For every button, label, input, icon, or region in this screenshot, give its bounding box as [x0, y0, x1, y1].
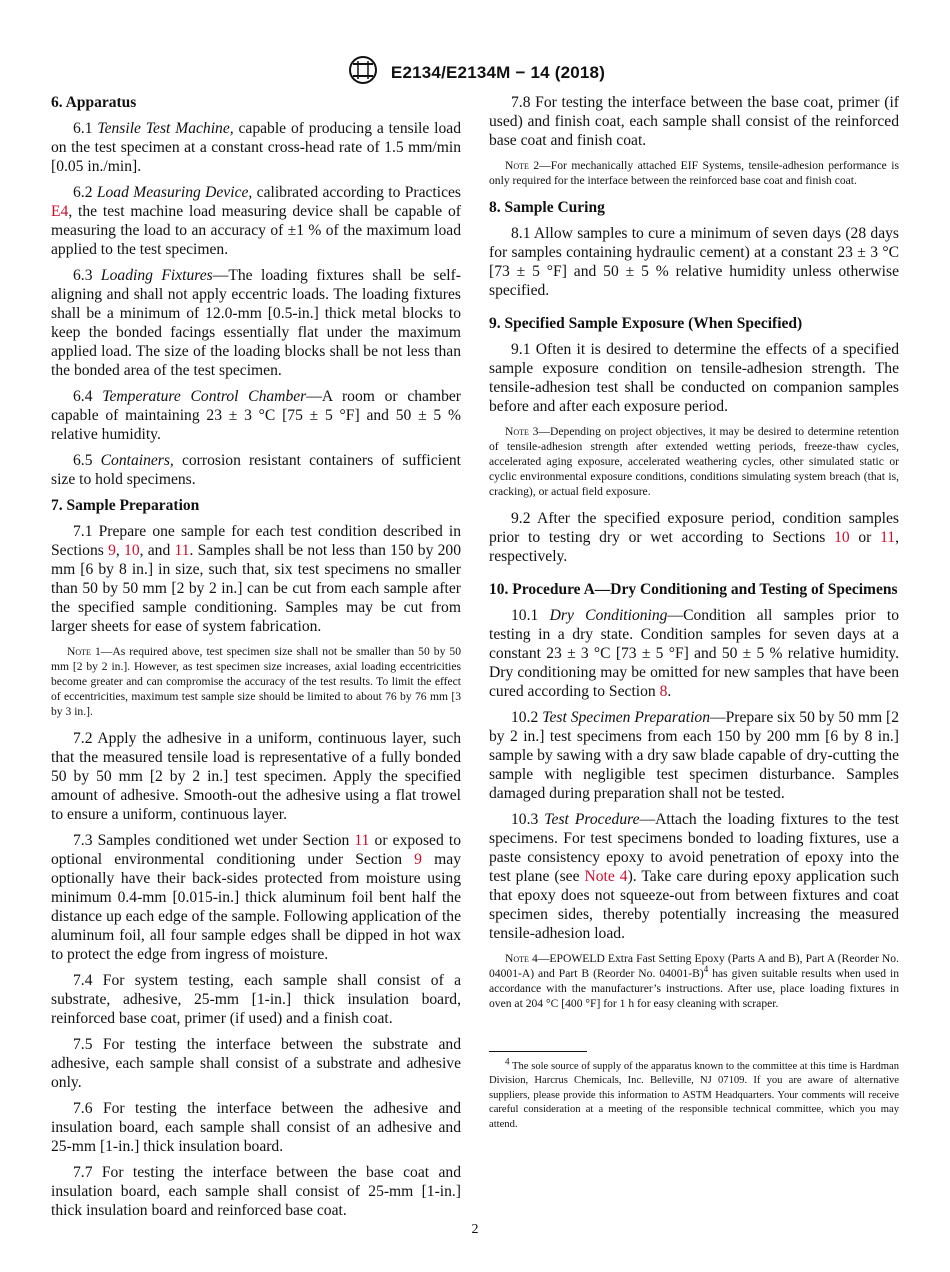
- para-7-5: 7.5 For testing the interface between the substrate and adhesive, each sample shall consist of a substrate and adhesive only.: [51, 1036, 461, 1091]
- note-3: Note 3—Depending on project objectives, it may be desired to determine retention of tensile-adhesion strength after extended wetting periods, freeze-thaw cycles, accelerated aging exposure, accelerated weathering cycles, other simulated static or cyclic environmental exposure conditions, conditions simulating system breach (that is, cracking), or actual field exposure.: [489, 425, 899, 498]
- section-6-heading: 6. Apparatus: [51, 94, 137, 111]
- ref-link-e4[interactable]: E4: [51, 203, 69, 220]
- para-7-4: 7.4 For system testing, each sample shall consist of a substrate, adhesive, 25-mm [1-in.] thick insulation board, reinforced base coat, primer (if used) and a finish coat.: [51, 972, 461, 1027]
- ref-link-section-11[interactable]: 11: [880, 529, 896, 546]
- para-7-1: 7.1 Prepare one sample for each test condition described in Sections 9, 10, and 11. Samples shall be not less than 150 by 200 mm [6 by 8 in.] in size, such that, six test specimens no smaller than 50 by 50 mm [2 by 2 in.] can be cut from each sample after the specified sample conditioning. Samples may be cut from larger sheets for ease of system fabrication.: [51, 523, 461, 635]
- para-6-4: 6.4 Temperature Control Chamber—A room or chamber capable of maintaining 23 ± 3 °C [75 ± 5 °F] and 50 ± 5 % relative humidity.: [51, 388, 462, 443]
- para-10-1: 10.1 Dry Conditioning—Condition all samples prior to testing in a dry state. Condition samples for seven days at a constant 23 ± 3 °C [73 ± 5 °F] and 50 ± 5 % relative humidity. Dry conditioning may be omitted for new samples that have been cured according to Section 8.: [489, 607, 899, 700]
- note-1: Note 1—As required above, test specimen size shall not be smaller than 50 by 50 mm [2 by 2 in.]. However, as test specimen size increases, axial loading eccentricities become greater and can compromise the accuracy of the test results. To limit the effect of eccentricities, maximum test sample size should be limited to about 76 by 76 mm [3 by 3 in.].: [51, 645, 461, 718]
- para-7-7: 7.7 For testing the interface between the base coat and insulation board, each sample shall consist of 25-mm [1-in.] thick insulation board and reinforced base coat.: [51, 1164, 461, 1219]
- section-7-heading: 7. Sample Preparation: [51, 497, 200, 514]
- footnote-divider: [489, 1051, 587, 1052]
- para-7-6: 7.6 For testing the interface between the adhesive and insulation board, each sample shall consist of an adhesive and 25-mm [1-in.] thick insulation board.: [51, 1100, 461, 1155]
- astm-logo-icon: [345, 55, 381, 90]
- para-10-3: 10.3 Test Procedure—Attach the loading fixtures to the test specimens. For test specimens bonded to loading fixtures, use a paste consistency epoxy to avoid penetration of epoxy into the test plane (see Note 4). Take care during epoxy application such that epoxy does not squeeze-out from between fixtures and coat specimen sides, thereby potentially increasing the measured tensile-adhesion load.: [489, 811, 900, 942]
- para-7-2: 7.2 Apply the adhesive in a uniform, continuous layer, such that the measured tensile load is representative of a fully bonded 50 by 50 mm [2 by 2 in.] test specimen. Apply the specified amount of adhesive. Smooth-out the adhesive using a flat trowel to ensure a uniform, continuous layer.: [51, 730, 461, 823]
- ref-link-section-10[interactable]: 10: [124, 542, 140, 559]
- para-6-1: 6.1 Tensile Test Machine, capable of producing a tensile load on the test specimen at a constant cross-head rate of 1.5 mm/min [0.05 in./min].: [51, 120, 461, 175]
- right-column: [489, 93, 899, 1132]
- standard-designation: E2134/E2134M − 14 (2018): [390, 62, 606, 82]
- para-6-2: 6.2 Load Measuring Device, calibrated according to Practices E4, the test machine load measuring device shall be capable of measuring the load to an accuracy of ±1 % of the maximum load applied to the test specimen.: [51, 184, 462, 258]
- para-10-2: 10.2 Test Specimen Preparation—Prepare six 50 by 50 mm [2 by 2 in.] test specimens from each 150 by 200 mm [6 by 8 in.] sample by sawing with a dry saw blade capable of dry-cutting the sample with negligible test specimen disturbance. Samples damaged during preparation shall not be tested.: [489, 709, 899, 802]
- note-2: Note 2—For mechanically attached EIF Systems, tensile-adhesion performance is only required for the interface between the reinforced base coat and finish coat.: [489, 159, 899, 187]
- ref-link-section-9[interactable]: 9: [414, 851, 422, 868]
- ref-link-section-10[interactable]: 10: [834, 529, 850, 546]
- ref-link-note-4[interactable]: Note 4: [584, 868, 628, 885]
- page-number: 2: [471, 1222, 479, 1237]
- note-4: Note 4—EPOWELD Extra Fast Setting Epoxy (Parts A and B), Part A (Reorder No. 04001-A) and Part B (Reorder No. 04001-B)$^4$ has given suitable results when used in accordance with the manufacturer’s instructions. After use, place loading fixtures in oven at 204 °C [400 °F] for 1 h for easy cleaning with scraper.: [489, 952, 899, 1010]
- section-8-heading: 8. Sample Curing: [489, 199, 605, 216]
- ref-link-section-9[interactable]: 9: [108, 542, 116, 559]
- para-8-1: 8.1 Allow samples to cure a minimum of seven days (28 days for samples containing hydraulic cement) at a constant 23 ± 3 °C [73 ± 5 °F] and 50 ± 5 % relative humidity unless otherwise specified.: [489, 225, 899, 299]
- section-9-heading: 9. Specified Sample Exposure (When Specified): [489, 315, 803, 332]
- para-7-3: 7.3 Samples conditioned wet under Section 11 or exposed to optional environmental conditioning under Section 9 may optionally have their back-sides protected from moisture using minimum 0.4-mm [0.015-in.] thick aluminum foil bent half the distance up each edge of the sample. Following application of the aluminum foil, all four sample edges shall be dipped in hot wax to protect the edge from ingress of moisture.: [51, 832, 461, 963]
- ref-link-section-11[interactable]: 11: [354, 832, 370, 849]
- para-9-1: 9.1 Often it is desired to determine the effects of a specified sample exposure condition on tensile-adhesion strength. The tensile-adhesion test shall be conducted on companion samples before and after each exposure period.: [489, 341, 899, 415]
- para-6-5: 6.5 Containers, corrosion resistant containers of sufficient size to hold specimens.: [51, 452, 462, 488]
- para-7-8: 7.8 For testing the interface between the base coat, primer (if used) and finish coat, each sample shall consist of the reinforced base coat and finish coat.: [489, 94, 899, 149]
- left-column: [51, 93, 461, 1227]
- para-6-3: 6.3 Loading Fixtures—The loading fixtures shall be self-aligning and shall not apply eccentric loads. The loading fixtures shall be a minimum of 12.0-mm [0.5-in.] thick metal blocks to keep the bonded facings essentially flat under the maximum applied load. The size of the loading blocks shall be not less than the bonded area of the test specimen.: [51, 267, 461, 379]
- ref-link-section-11[interactable]: 11: [174, 542, 190, 559]
- page-header: [0, 55, 950, 90]
- para-9-2: 9.2 After the specified exposure period, condition samples prior to testing dry or wet according to Sections 10 or 11, respectively.: [489, 510, 899, 565]
- ref-link-section-8[interactable]: 8: [659, 683, 668, 700]
- section-10-heading: 10. Procedure A—Dry Conditioning and Testing of Specimens: [489, 581, 898, 598]
- footnote-4: $^4$ The sole source of supply of the apparatus known to the committee at this time is Hardman Division, Harcrus Chemicals, Inc. Belleville, NJ 07109. If you are aware of alternative suppliers, please provide this information to ASTM Headquarters. Your comments will receive careful consideration at a meeting of the responsible technical committee, which you may attend.: [489, 1056, 899, 1130]
